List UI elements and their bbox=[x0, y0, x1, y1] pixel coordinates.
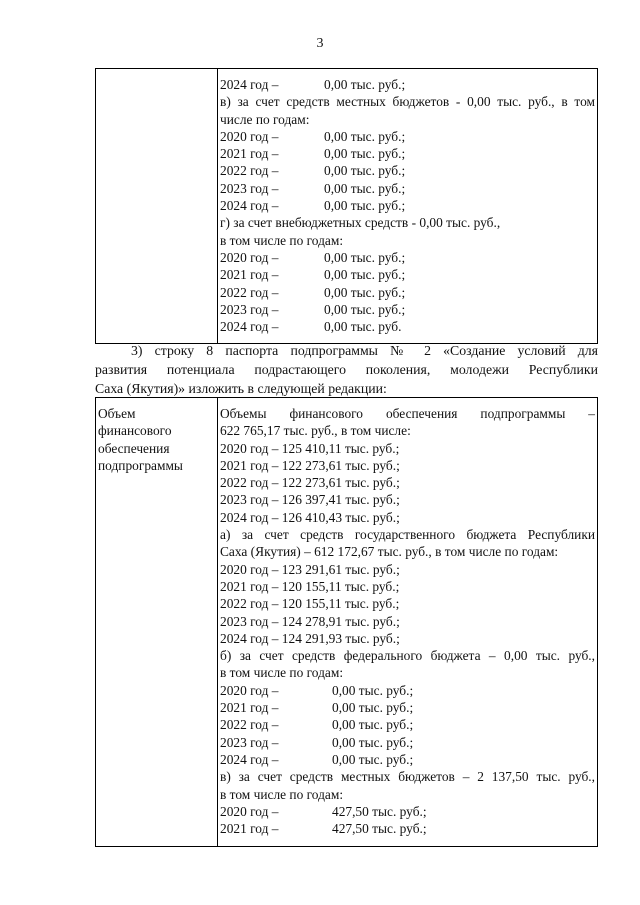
funding-line: в том числе по годам: bbox=[220, 786, 344, 802]
funding-line: 2024 год – 126 410,43 тыс. руб.; bbox=[220, 509, 400, 525]
amount-value: 0,00 тыс. руб.; bbox=[332, 751, 414, 767]
year-label: 2022 год – bbox=[220, 163, 279, 179]
funding-lines bbox=[220, 405, 595, 837]
funding-line bbox=[220, 145, 595, 162]
amount-value: 0,00 тыс. руб.; bbox=[332, 734, 414, 750]
label-line: подпрограммы bbox=[98, 457, 183, 473]
funding-line: Объемы финансового обеспечения подпрограммы – bbox=[220, 406, 595, 421]
funding-line bbox=[220, 266, 595, 283]
year-label: 2021 год – bbox=[220, 267, 279, 283]
year-label: 2023 год – bbox=[220, 734, 279, 750]
amount-value: 0,00 тыс. руб.; bbox=[324, 180, 406, 196]
amendment-paragraph bbox=[95, 341, 598, 398]
funding-line: 2022 год – 120 155,11 тыс. руб.; bbox=[220, 596, 400, 612]
funding-label-cell bbox=[96, 398, 218, 847]
funding-line bbox=[220, 734, 595, 751]
funding-line: 2021 год – 120 155,11 тыс. руб.; bbox=[220, 578, 400, 594]
amount-value: 0,00 тыс. руб.; bbox=[332, 700, 414, 716]
funding-line bbox=[220, 803, 595, 820]
funding-line: 622 765,17 тыс. руб., в том числе: bbox=[220, 423, 411, 439]
year-label: 2024 год – bbox=[220, 319, 279, 335]
funding-line: 2020 год – 123 291,61 тыс. руб.; bbox=[220, 561, 400, 577]
funding-line bbox=[220, 249, 595, 266]
amount-value: 0,00 тыс. руб.; bbox=[324, 249, 406, 265]
funding-line bbox=[220, 76, 595, 93]
year-label: 2023 год – bbox=[220, 180, 279, 196]
year-label: 2020 год – bbox=[220, 803, 279, 819]
funding-line: 2021 год – 122 273,61 тыс. руб.; bbox=[220, 457, 400, 473]
year-label: 2023 год – bbox=[220, 301, 279, 317]
funding-line: г) за счет внебюджетных средств - 0,00 тыс. руб., bbox=[220, 215, 501, 231]
year-label: 2024 год – bbox=[220, 198, 279, 214]
paragraph-line: 3) строку 8 паспорта подпрограммы № 2 «Создание условий для bbox=[131, 343, 598, 358]
label-line: обеспечения bbox=[98, 440, 170, 456]
funding-line bbox=[220, 716, 595, 733]
funding-line bbox=[220, 128, 595, 145]
funding-line: в том числе по годам: bbox=[220, 665, 344, 681]
empty-label-cell bbox=[96, 69, 218, 344]
funding-line: 2020 год – 125 410,11 тыс. руб.; bbox=[220, 440, 400, 456]
funding-line: числе по годам: bbox=[220, 111, 310, 127]
year-label: 2020 год – bbox=[220, 682, 279, 698]
amount-value: 0,00 тыс. руб.; bbox=[324, 77, 406, 92]
amount-value: 0,00 тыс. руб.; bbox=[324, 267, 406, 283]
funding-line: в том числе по годам: bbox=[220, 232, 344, 248]
funding-line bbox=[220, 180, 595, 197]
amount-value: 0,00 тыс. руб.; bbox=[324, 163, 406, 179]
amount-value: 0,00 тыс. руб.; bbox=[324, 198, 406, 214]
funding-line: Саха (Якутия) – 612 172,67 тыс. руб., в том числе по годам: bbox=[220, 544, 559, 560]
year-label: 2020 год – bbox=[220, 249, 279, 265]
funding-line bbox=[220, 751, 595, 768]
funding-line bbox=[220, 699, 595, 716]
page-number: 3 bbox=[316, 36, 324, 51]
funding-line: 2023 год – 126 397,41 тыс. руб.; bbox=[220, 492, 400, 508]
year-label: 2021 год – bbox=[220, 146, 279, 162]
funding-details-cell bbox=[218, 69, 598, 344]
funding-line bbox=[220, 301, 595, 318]
amount-value: 0,00 тыс. руб.; bbox=[324, 128, 406, 144]
funding-line: а) за счет средств государственного бюджета Республики bbox=[220, 527, 595, 543]
amount-value: 0,00 тыс. руб.; bbox=[332, 717, 414, 733]
funding-line bbox=[220, 682, 595, 699]
year-label: 2021 год – bbox=[220, 821, 279, 837]
funding-table-new bbox=[95, 397, 598, 847]
funding-line: б) за счет средств федерального бюджета – 0,00 тыс. руб., bbox=[220, 648, 595, 664]
amount-value: 0,00 тыс. руб.; bbox=[324, 284, 406, 300]
funding-line bbox=[220, 162, 595, 179]
paragraph-line: Саха (Якутия)» изложить в следующей редакции: bbox=[95, 381, 387, 396]
funding-line bbox=[220, 284, 595, 301]
amount-value: 0,00 тыс. руб.; bbox=[324, 146, 406, 162]
funding-line: 2022 год – 122 273,61 тыс. руб.; bbox=[220, 475, 400, 491]
funding-line bbox=[220, 318, 595, 335]
paragraph-line: развития потенциала подрастающего поколения, молодежи Республики bbox=[95, 362, 598, 377]
year-label: 2024 год – bbox=[220, 77, 279, 92]
year-label: 2021 год – bbox=[220, 700, 279, 716]
year-label: 2020 год – bbox=[220, 128, 279, 144]
year-label: 2022 год – bbox=[220, 284, 279, 300]
amount-value: 427,50 тыс. руб.; bbox=[332, 821, 427, 837]
amount-value: 0,00 тыс. руб. bbox=[324, 319, 402, 335]
funding-lines bbox=[220, 76, 595, 335]
funding-details-cell bbox=[218, 398, 598, 847]
funding-line: 2023 год – 124 278,91 тыс. руб.; bbox=[220, 613, 400, 629]
year-label: 2024 год – bbox=[220, 751, 279, 767]
funding-line: в) за счет средств местных бюджетов – 2 137,50 тыс. руб., bbox=[220, 769, 595, 785]
label-line: Объем bbox=[98, 406, 136, 421]
amount-value: 427,50 тыс. руб.; bbox=[332, 803, 427, 819]
funding-line bbox=[220, 820, 595, 837]
amount-value: 0,00 тыс. руб.; bbox=[332, 682, 414, 698]
year-label: 2022 год – bbox=[220, 717, 279, 733]
funding-line: 2024 год – 124 291,93 тыс. руб.; bbox=[220, 630, 400, 646]
amount-value: 0,00 тыс. руб.; bbox=[324, 301, 406, 317]
funding-table-continued bbox=[95, 68, 598, 344]
funding-line bbox=[220, 197, 595, 214]
label-line: финансового bbox=[98, 423, 172, 439]
funding-line: в) за счет средств местных бюджетов - 0,00 тыс. руб., в том bbox=[220, 94, 595, 110]
